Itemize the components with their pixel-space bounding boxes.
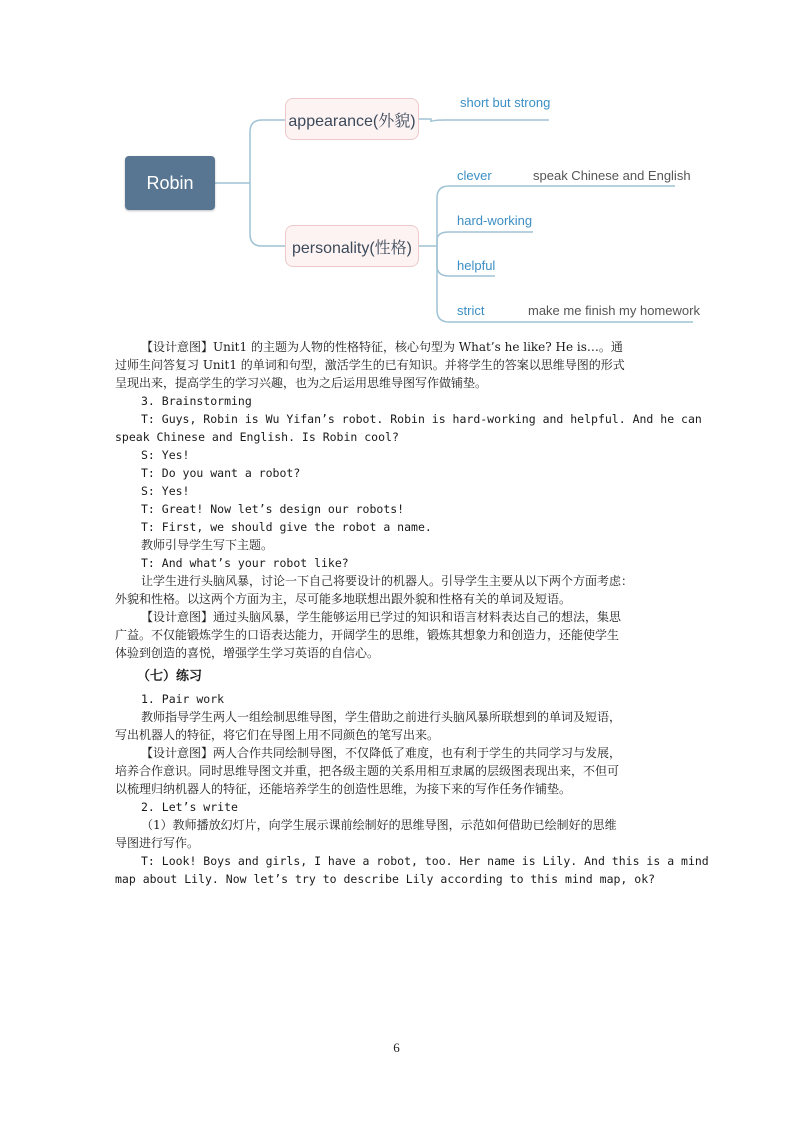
dialogue-t1-line-2: speak Chinese and English. Is Robin cool? [115, 430, 399, 444]
design-intent-3-line-3: 以梳理归纳机器人的特征，还能培养学生的创造性思维，为接下来的写作任务作铺垫。 [115, 782, 572, 796]
pair-work-line-1: 教师指导学生两人一组绘制思维导图，学生借助之前进行头脑风暴所联想到的单词及短语， [141, 710, 622, 724]
personality-connector [250, 183, 285, 246]
design-intent-3-line-2: 培养合作意识。同时思维导图文并重，把各级主题的关系用相互隶属的层级图表现出来，不但可 [115, 764, 620, 778]
leaf-clever: clever [457, 168, 492, 183]
branch-appearance: appearance(外貌) [285, 98, 419, 140]
teacher-guide-1: 教师引导学生写下主题。 [141, 538, 274, 552]
section-heading-practice: （七）练习 [137, 669, 203, 684]
design-intent-1-line-1: 【设计意图】Unit1 的主题为人物的性格特征，核心句型为 What’s he like? He is…。通 [141, 340, 623, 354]
design-intent-2-line-2: 广益。不仅能锻炼学生的口语表达能力，开阔学生的思维，锻炼其想象力和创造力，还能使学生 [115, 628, 620, 642]
leaf-helpful: helpful [457, 258, 496, 273]
dialogue-t3: T: Great! Now let’s design our robots! [141, 502, 405, 516]
dialogue-t6-line-2: map about Lily. Now let’s try to describe Lily according to this mind map, ok? [115, 872, 656, 886]
lesson-body [115, 338, 709, 898]
appearance-leaf-line [419, 119, 549, 122]
brainstorming-heading: 3. Brainstorming [141, 394, 252, 408]
leaf-short-but-strong: short but strong [460, 95, 551, 110]
robin-mind-map [115, 80, 705, 330]
leaf-line-hard-working [437, 232, 533, 246]
dialogue-s1: S: Yes! [141, 448, 190, 462]
mind-map-root: Robin [125, 156, 215, 210]
brainstorm-instruction-line-1: 让学生进行头脑风暴，讨论一下自己将要设计的机器人。引导学生主要从以下两个方面考虑： [141, 574, 634, 588]
note-strict: make me finish my homework [528, 303, 700, 318]
pair-work-heading: 1. Pair work [141, 692, 225, 706]
pair-work-line-2: 写出机器人的特征，将它们在导图上用不同颜色的笔写出来。 [115, 728, 440, 742]
dialogue-t1-line-1: T: Guys, Robin is Wu Yifan’s robot. Robin is hard-working and helpful. And he can [141, 412, 702, 426]
lets-write-heading: 2. Let’s write [141, 800, 238, 814]
note-clever: speak Chinese and English [533, 168, 691, 183]
branch-personality: personality(性格) [285, 225, 419, 267]
page-number: 6 [393, 1040, 400, 1055]
dialogue-t5: T: And what’s your robot like? [141, 556, 349, 570]
lets-write-line-2: 导图进行写作。 [115, 836, 200, 850]
design-intent-2-line-3: 体验到创造的喜悦，增强学生学习英语的自信心。 [115, 646, 380, 660]
dialogue-t2: T: Do you want a robot? [141, 466, 301, 480]
dialogue-t4: T: First, we should give the robot a name. [141, 520, 432, 534]
dialogue-s2: S: Yes! [141, 484, 190, 498]
appearance-connector [250, 120, 285, 183]
leaf-hard-working: hard-working [457, 213, 533, 228]
leaf-strict: strict [457, 303, 485, 318]
brainstorm-instruction-line-2: 外貌和性格。以这两个方面为主，尽可能多地联想出跟外貌和性格有关的单词及短语。 [115, 592, 572, 606]
design-intent-2-line-1: 【设计意图】通过头脑风暴，学生能够运用已学过的知识和语言材料表达自己的想法，集思 [141, 610, 622, 624]
design-intent-3-line-1: 【设计意图】两人合作共同绘制导图，不仅降低了难度，也有利于学生的共同学习与发展， [141, 746, 622, 760]
design-intent-1-line-3: 呈现出来，提高学生的学习兴趣，也为之后运用思维导图写作做铺垫。 [115, 376, 488, 390]
dialogue-t6-line-1: T: Look! Boys and girls, I have a robot, too. Her name is Lily. And this is a mind [141, 854, 709, 868]
lets-write-line-1: （1）教师播放幻灯片，向学生展示课前绘制好的思维导图，示范如何借助已绘制好的思维 [141, 818, 617, 832]
design-intent-1-line-2: 过师生问答复习 Unit1 的单词和句型，激活学生的已有知识。并将学生的答案以思维导图的形式 [115, 358, 625, 372]
